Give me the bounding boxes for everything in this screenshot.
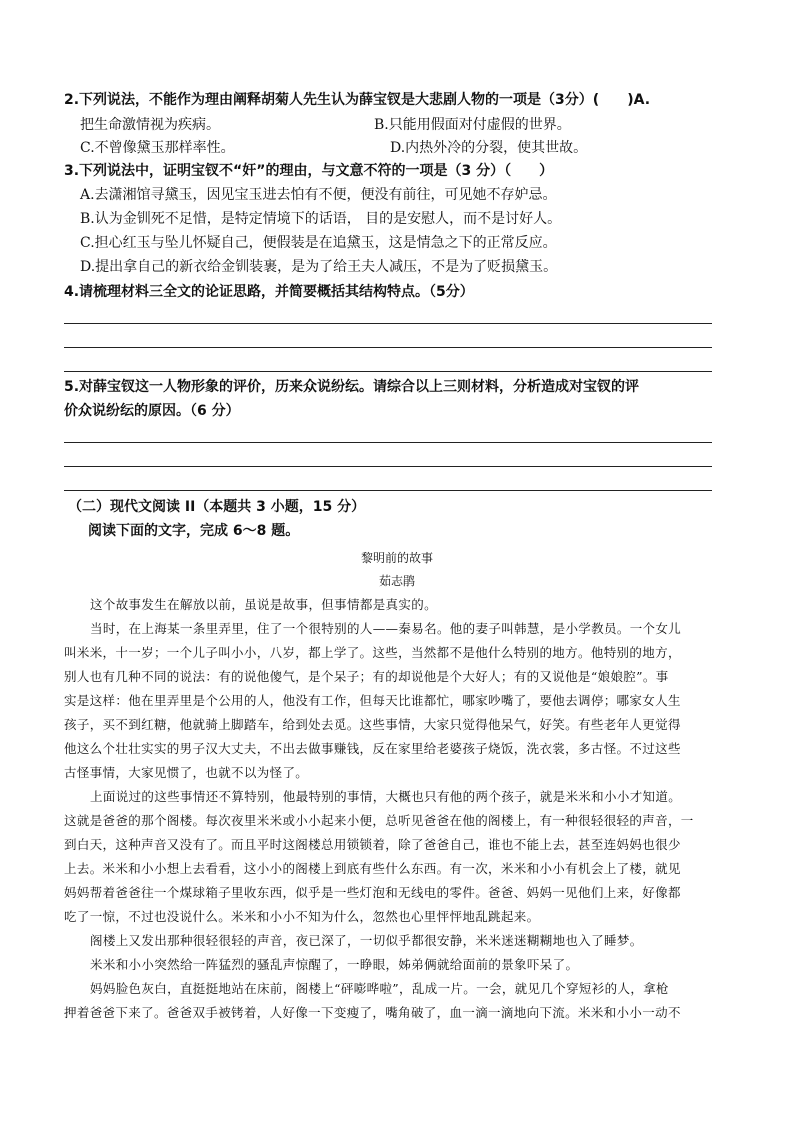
q5-answer-line-2[interactable] [64, 466, 712, 467]
story-line: 当时，在上海某一条里弄里，住了一个很特别的人——秦易名。他的妻子叫韩慧，是小学教员。一个女儿 [90, 621, 682, 636]
q2-option-a: 把生命激情视为疾病。 [80, 117, 220, 133]
q3-stem: 3.下列说法中，证明宝钗不“奸”的理由，与文意不符的一项是（3 分）（ ） [64, 163, 554, 179]
section-heading: （二）现代文阅读 II（本题共 3 小题，15 分） [68, 499, 366, 515]
q5-answer-line-3[interactable] [64, 490, 712, 491]
story-line: 押着爸爸下来了。爸爸双手被铐着，人好像一下变瘦了，嘴角破了，血一滴一滴地向下流。米米和小小一动不 [64, 1005, 681, 1020]
q5-stem-line-1: 5.对薛宝钗这一人物形象的评价，历来众说纷纭。请综合以上三则材料，分析造成对宝钗的评 [64, 379, 640, 395]
q3-option-a: A.去潇湘馆寻黛玉，因见宝玉进去怕有不便，便没有前往，可见她不存妒忌。 [80, 187, 557, 203]
q4-answer-line-2[interactable] [64, 347, 712, 348]
q2-option-d: D.内热外冷的分裂，使其世故。 [390, 140, 588, 156]
story-author: 茹志鹃 [378, 574, 415, 588]
story-line: 别人也有几种不同的说法：有的说他傻气，是个呆子；有的却说他是个大好人；有的又说他是“娘娘腔”。事 [64, 669, 669, 684]
story-line: 他这么个壮壮实实的男子汉大丈夫，不出去做事赚钱，反在家里给老婆孩子烧饭，洗衣裳，多古怪。不过这些 [64, 741, 681, 756]
story-line: 实是这样：他在里弄里是个公用的人，他没有工作，但每天比谁都忙，哪家吵嘴了，要他去调停；哪家女人生 [64, 693, 681, 708]
q2-option-c: C.不曾像黛玉那样率性。 [80, 140, 235, 156]
q2-stem: 2.下列说法，不能作为理由阐释胡菊人先生认为薛宝钗是大悲剧人物的一项是（3分）( )A. [64, 92, 651, 108]
story-line: 上去。米米和小小想上去看看，这小小的阁楼上到底有些什么东西。有一次，米米和小小有机会上了楼，就见 [64, 861, 681, 876]
q5-stem-line-2: 价众说纷纭的原因。（6 分） [64, 403, 240, 419]
story-line: 阁楼上又发出那种很轻很轻的声音，夜已深了，一切似乎都很安静，米米迷迷糊糊地也入了睡梦。 [90, 933, 643, 948]
story-line: 叫米米，十一岁；一个儿子叫小小，八岁，都上学了。这些，当然都不是他什么特别的地方。他特别的地方， [64, 645, 681, 660]
story-title: 黎明前的故事 [360, 551, 433, 565]
section-instruction: 阅读下面的文字，完成 6～8 题。 [88, 523, 300, 539]
q3-option-c: C.担心红玉与坠儿怀疑自己，便假装是在追黛玉，这是情急之下的正常反应。 [80, 235, 557, 251]
q3-option-b: B.认为金钏死不足惜，是特定情境下的话语， 目的是安慰人，而不是讨好人。 [80, 211, 562, 227]
q4-stem: 4.请梳理材料三全文的论证思路，并简要概括其结构特点。（5分） [64, 284, 474, 300]
story-line: 到白天，这种声音又没有了。而且平时这阁楼总用锁锁着，除了爸爸自己，谁也不能上去，甚至连妈妈也很少 [64, 837, 681, 852]
q4-answer-line-1[interactable] [64, 323, 712, 324]
story-line: 妈妈脸色灰白，直挺挺地站在床前，阁楼上“砰嘭哗啦”，乱成一片。一会，就见几个穿短衫的人，拿枪 [90, 981, 669, 996]
story-line: 米米和小小突然给一阵猛烈的骚乱声惊醒了，一睁眼，姊弟俩就给面前的景象吓呆了。 [90, 957, 579, 972]
story-line: 孩子，买不到红糖，他就骑上脚踏车，给到处去觅。这些事情，大家只觉得他呆气，好笑。有些老年人更觉得 [64, 717, 681, 732]
story-line: 上面说过的这些事情还不算特别，他最特别的事情，大概也只有他的两个孩子，就是米米和小小才知道。 [90, 789, 682, 804]
q3-option-d: D.提出拿自己的新衣给金钏装裹，是为了给王夫人减压，不是为了贬损黛玉。 [80, 259, 558, 275]
story-line: 古怪事情，大家见惯了，也就不以为怪了。 [64, 765, 309, 780]
story-line: 这就是爸爸的那个阁楼。每次夜里米米或小小起来小便，总听见爸爸在他的阁楼上，有一种很轻很轻的声音，一 [64, 813, 694, 828]
q5-answer-line-1[interactable] [64, 442, 712, 443]
q4-answer-line-3[interactable] [64, 371, 712, 372]
q2-option-b: B.只能用假面对付虚假的世界。 [374, 117, 571, 133]
story-line: 吃了一惊，不过也没说什么。米米和小小不知为什么，忽然也心里怦怦地乱跳起来。 [64, 909, 540, 924]
story-line: 这个故事发生在解放以前，虽说是故事，但事情都是真实的。 [90, 597, 437, 612]
story-line: 妈妈帮着爸爸往一个煤球箱子里收东西，似乎是一些灯泡和无线电的零件。爸爸、妈妈一见他们上来，好像都 [64, 885, 681, 900]
